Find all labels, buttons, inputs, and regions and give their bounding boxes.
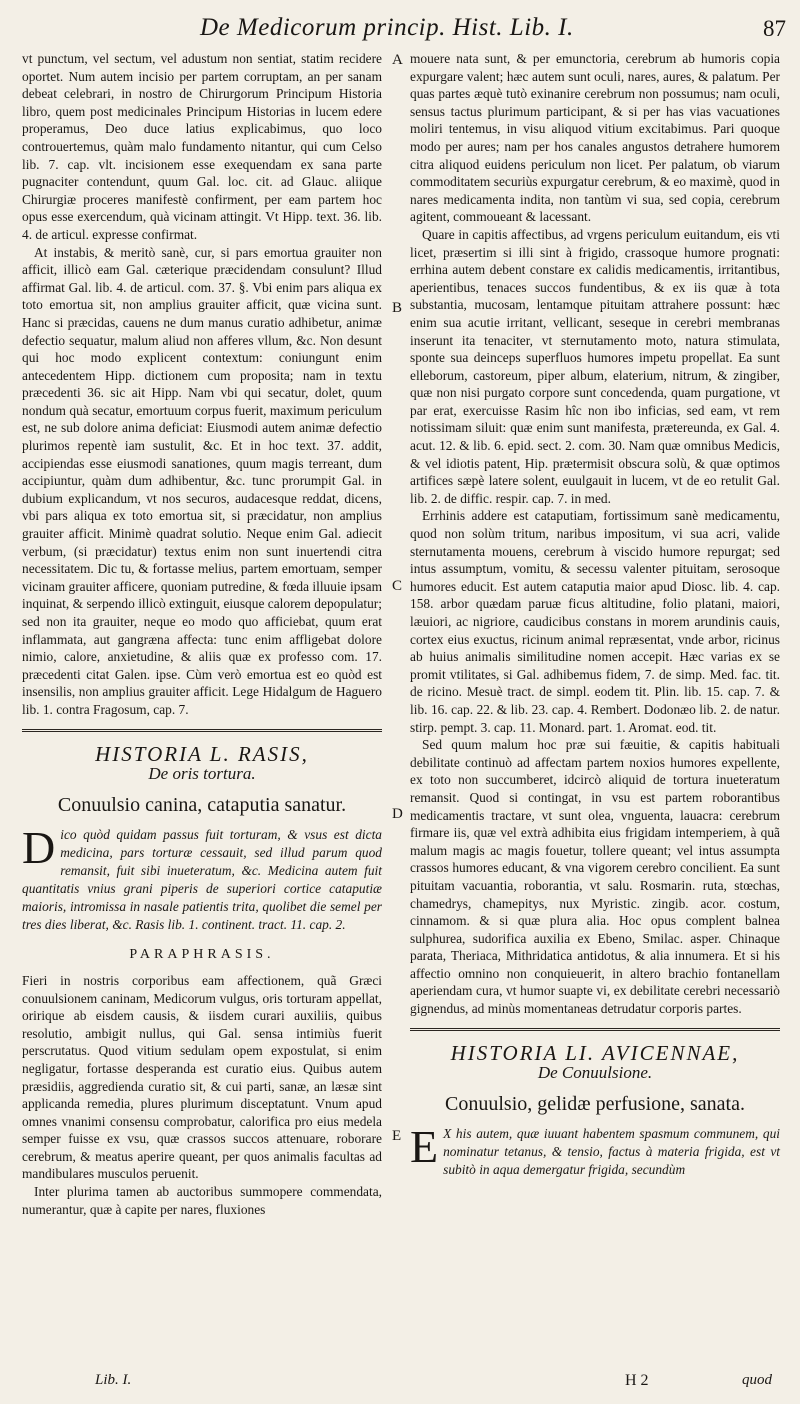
left-paragraph-2: At instabis, & meritò sanè, cur, si pars emortua grauiter non afficit, illicò eam Gal. cæterique præcidendam consulunt? Illud affirmat Gal. lib. 4. de articul. com. 37. §. Vbi enim pars aliqua ex toto emortua sit, non amplius grauiter afficit, quæ vicina sunt. Hanc si præcidas, cauens ne dum manus curatio adhibetur, animæ defectio sequatur, malum aliud non afferes vllum, &c. Non desunt qui hoc modo explicent contextum: coniungunt enim antecedentem Hipp. dictionem cum proposita; nam in textu præcedenti 36. sic ait Hipp. Nam vbi qui secatur, dolet, quum nondum quà secatur, emortuum corpus fuerit, maximum periculum est, ne sub dolore anima deficiat: Eiusmodi autem animæ defectio plurimos repentè iam sustulit, &c. Et in hoc text. 37. addit, accipiendas esse eiusmodi sanationes, quum magis terreant, dum accipiuntur, quàm dum adhibentur, &c. tunc prorumpit Gal. in dubium explicandum, vt nos securos, audacesque reddat, dicens, vbi pars aliqua ex toto emortua sit, si præcidatur, non amplius grauiter afficit. Minimè quadrat solutio. Neque enim Gal. adiecit verbum, (si præcidatur) textus enim non sunt inuertendi citra necessitatem. Dic tu, & fortasse melius, partem emortuam, semper vicinam grauiter afficere, quoniam putredine, & fœda illuuie ipsam inquinat, & serpendo illicò extinguit, eiusque calorem depopulatur; sed non ita grauiter, neque eo modo quo afficiebat, quum erat inflammata, aut gangræna affecta: tunc enim affligebat dolore nimio, calore, anxietudine, & aliis quæ ex professo com. 17. præcedenti citat Galen. ipse. Cùm verò emortua est eo quòd est insensilis, non amplius grauiter afficit. Lege Hidalgum de Haguero lib. 1. contra Fragosum, cap. 7.: [22, 244, 382, 717]
section-title: Conuulsio canina, cataputia sanatur.: [57, 793, 347, 816]
left-column: [22, 50, 382, 1218]
margin-letter-e: E: [392, 1128, 402, 1144]
margin-letter-b: B: [392, 300, 403, 316]
history-quote: [22, 822, 382, 934]
margin-letter-d: D: [392, 806, 403, 822]
history-quote: [410, 1121, 780, 1179]
section-title: Conuulsio, gelidæ perfusione, sanata.: [445, 1092, 745, 1115]
quote-text: ico quòd quidam passus fuit torturam, & vsus est dicta medicina, pars torturæ cessauit, sed illud parum quod remansit, fuit sibi inueteratum, &c. Medicina autem fuit quantitatis vnius grani piperis de superiori cortice cataputiæ maioris, intromissa in nasale patientis trita, quolibet die semel per tres dies liberat, &c. Rasis lib. 1. continent. tract. 11. cap. 2.: [22, 827, 382, 933]
left-paragraph-4: Inter plurima tamen ab auctoribus summopere commendata, numerantur, quæ à capite per nares, fluxiones: [22, 1184, 382, 1217]
left-paragraph-1: vt punctum, vel sectum, vel adustum non sentiat, statim recidere oportet. Num autem incisio per partem corruptam, an per sanam debeat celebrari, in nostro de Chirurgorum Principum Historia libro, quem post medicinales Principum Historias in lucem edere properamus, Deo duce latius explicabimus, quo loco controuertemus, quàm malo fundamento nitantur, qui cum Celso lib. 7. cap. vlt. incisionem esse exequendam ex sana parte pugnaciter contendunt, quum Gal. loc. cit. ad Glauc. aliique Chirurgiæ proceres manifestè confirment, per eam partem hoc opus esse exercendum, quà vicinam attingit. Vt Hipp. text. 36. lib. 4. de articul. expresse confirmat.: [22, 51, 382, 242]
right-paragraph-3: Errhinis addere est cataputiam, fortissimum sanè medicamentu, quod non solùm tritum, naribus impositum, vi sua acri, valide sternutamenta mouens, cerebrum à viscido humore repurgat; sed intus assumptum, vomitu, & secessu valenter pituitam, serosoque humores educit. Est autem cataputia maior apud Diosc. lib. 4. cap. 158. arbor quædam paruæ ficus altitudine, folio platani, maiori, læuiori, ac nigriore, caudicibus constans in morem arundinis cauis, cortex eius exuctus, ricinum animal repræsentat, vnde arbor, ricinus ab huius animalis similitudine nomen accepit. Hæc varias ex se promit vtilitates, si Gal. adhibemus fidem, 7. de simp. Med. fac. tit. de ricino. Mesuè tract. de simpl. eodem tit. Plin. lib. 15. cap. 7. & lib. 16. cap. 22. & lib. 23. cap. 4. Rembert. Dodonæo lib. 2. de natur. stirp. pempt. 3. cap. 11. Monard. part. 1. Aromat. eod. tit.: [410, 508, 780, 735]
margin-letter-c: C: [392, 578, 403, 594]
history-subtitle: De Conuulsione.: [537, 1063, 653, 1083]
right-paragraph-2: Quare in capitis affectibus, ad vrgens periculum euitandum, eis vti licet, præsertim si illi sint à frigido, crassoque humore prognati: errhina autem debent constare ex calidis medicamentis, irritantibus, aperientibus, tenaces succos fundentibus, & ex iis quæ à tota substantia, mucosam, lentamque pituitam attrahere possunt: hæc enim sua acutie irritant, vellicant, seseque in cerebri membranas inserunt ita tenaciter, vt sternutamento moto, natura stimulata, sponte sua deinceps superfluos humores impetu propellat. Ea sunt elleborum, castoreum, piper album, elaterium, nitrum, & zingiber, quæ non nisi purgato corpore sunt concedenda, quam purgatione, vt par erat, exercuisse Rasim hîc non ibo inficias, sed eam, vt rem notissimam siluit: quæ enim sunt manifesta, prætereunda, ex Gal. 4. acut. 12. & lib. 6. epid. sect. 2. com. 30. Nam quæ omnibus Medicis, & vel idiotis patent, Hip. prætermisit obscura solù, & quæ optimos artifices sæpè latere solent, euulgauit in lucem, vt de eo retulit Gal. lib. 2. de diffic. respir. cap. 7. in med.: [410, 226, 780, 506]
page-number: 87: [763, 16, 786, 41]
right-column: [410, 50, 780, 1179]
quote-text: X his autem, quæ iuuant habentem spasmum communem, qui nominatur tetanus, & tensio, factus à materia frigida, est vt subitò in aqua demergatur frigida, secundùm: [443, 1126, 780, 1178]
left-catchword: Lib. I.: [95, 1372, 132, 1388]
section-divider: [410, 1028, 780, 1031]
running-head: De Medicorum princip. Hist. Lib. I.: [200, 14, 574, 41]
signature-mark: H 2: [625, 1372, 649, 1389]
drop-cap: D: [22, 822, 56, 874]
history-title: HISTORIA L. RASIS,: [95, 741, 309, 766]
right-paragraph-4: Sed quum malum hoc præ sui fæuitie, & capitis habituali debilitate continuò ad affectam partem noxios humores expellente, ex toto non succumberet, idcircò aliquid de tortura inueteratum remansit. Quod si contingat, in vsu est partem roborantibus medicamentis tractare, vt sunt olea, vnguenta, lauacra: cerebrum firmare iis, quæ vel extrà adhibita eius frigidam intemperiem, à quã malum magis ac magis fouetur, tollere queant; vel intus assumpta crassos humores educant, & vna vigorem cerebro concilient. Ea sunt pituitam vacuantia, roborantia, vt salu. Rosmarin. ruta, stœchas, chamedrys, chamepitys, nux Myristic. zingib. acor. costum, cinnamom. & si quæ plura alia. Hoc opus complent balnea sulphurea, sudorifica auxilia ex Ebeno, Smilac. asper. Chinaque parata, Theriaca, Mithridatica antidotus, & alia innumera. Et si his affectio omnino non conquieuerit, in altero brachio fontanellam aperiendam cura, vt humor suapte vi, ex debilitate cerebri necessariò gignendus, ad minùs momentaneas detrudatur corporis partes.: [410, 737, 780, 1017]
left-paragraph-3: Fieri in nostris corporibus eam affectionem, quã Græci conuulsionem caninam, Medicorum vulgus, oris torturam appellat, oririque ab eisdem causis, & iisdem curari auxiliis, quibus resolutio, ambigit nullus, qui Gal. sensa intimiùs fuerit perscrutatus. Quod vitium sedulam opem expostulat, si enim negligatur, fortasse desperanda est curatio eius. Quibus autem præsidiis, aggredienda curatio sit, & cui parti, sanæ, an læsæ sint applicanda remedia, plures plurimum disceptatunt. Vnum apud omnes vnanimi consensu comprobatur, calorifica pro eius medela semper fuisse ex vsu, quæ crassos succos attenuare, roborare cerebrum, & meatus aperire queant, per quos animalis facultas ad mandibulares musculos peruenit.: [22, 972, 382, 1182]
section-divider: [22, 729, 382, 732]
right-catchword: quod: [742, 1372, 772, 1388]
right-paragraph-1: mouere nata sunt, & per emunctoria, cerebrum ab humoris copia expurgare valent; hæc autem sunt oculi, nares, aures, & palatum. Per quas partes æquè tutò exinanire cerebrum non possumus; nam oculi, sensus tactus plurimum participant, & si per has vias vacuationes moliri tentemus, in visu aliquod vitium excitabimus. Pari quoque modo per aures; nam per hos canales angustos detrahere humorem citra aliquod euidens periculum non licet. Per palatum, ob viarum commoditatem securiùs expurgatur cerebrum, & eo maximè, quod in nares medicamenta indita, non tantùm vi sua, sed copia, cerebrum agitent, commoueant & lacessant.: [410, 51, 780, 225]
history-subtitle: De oris tortura.: [148, 764, 256, 784]
margin-letter-a: A: [392, 52, 403, 68]
history-title: HISTORIA LI. AVICENNAE,: [450, 1040, 740, 1065]
drop-cap: E: [410, 1121, 439, 1173]
paraphrasis-heading: PARAPHRASIS.: [129, 947, 275, 963]
